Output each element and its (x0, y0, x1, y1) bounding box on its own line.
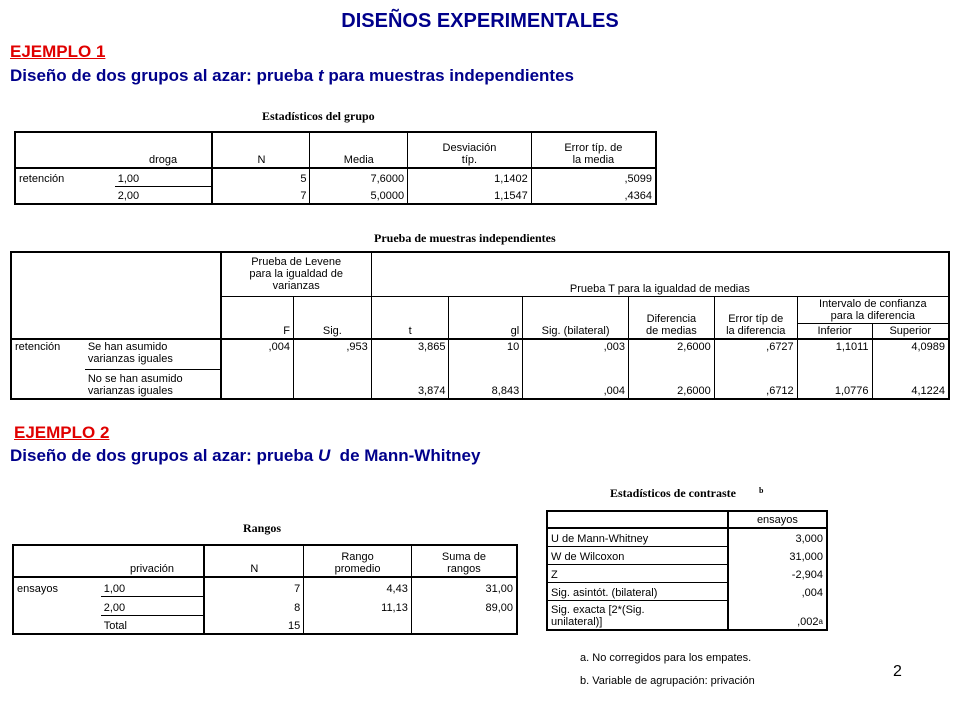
row-rp: 11,13 (304, 596, 412, 615)
table-row (547, 528, 827, 546)
row-label: Z (547, 564, 728, 582)
row-sig: ,953 (293, 339, 371, 369)
contraste-title-sup: b (759, 486, 764, 495)
row-dif: 2,6000 (628, 339, 714, 369)
table-row (547, 564, 827, 582)
row-label: Sig. exacta [2*(Sig. unilateral)] (551, 604, 645, 628)
row-n: 15 (204, 615, 303, 634)
group-stats-table (14, 131, 657, 205)
indep-test-title: Prueba de muestras independientes (374, 231, 556, 245)
row-label: No se han asumido varianzas iguales (87, 373, 183, 397)
example1-description (10, 66, 574, 86)
row-sr: 89,00 (411, 596, 517, 615)
row-rp: 4,43 (304, 577, 412, 596)
example1-label: EJEMPLO 1 (10, 42, 106, 61)
example1-desc-post: para muestras independientes (323, 66, 574, 85)
row-value: ,002$^a$ (728, 600, 827, 630)
row-inf: 1,1011 (797, 339, 872, 369)
contraste-title: Estadísticos de contraste $^b$ (610, 486, 764, 500)
ttest-header: Prueba T para la igualdad de medias (371, 252, 949, 296)
example2-label: EJEMPLO 2 (14, 423, 110, 442)
header-t: t (371, 296, 449, 339)
row-desv: 1,1402 (408, 168, 532, 186)
header-n: N (204, 545, 303, 577)
table-row (11, 339, 949, 369)
table-row (547, 546, 827, 564)
row-media: 5,0000 (310, 186, 408, 204)
row-label: Sig. asintót. (bilateral) (547, 582, 728, 600)
table-row (13, 596, 517, 615)
row-label: Se han asumido varianzas iguales (85, 339, 221, 369)
row-n: 8 (204, 596, 303, 615)
row-group: 2,00 (117, 190, 140, 202)
row-gl: 8,843 (449, 369, 523, 399)
page-title: DISEÑOS EXPERIMENTALES (341, 10, 619, 32)
row-group: 1,00 (101, 577, 205, 596)
row-n: 7 (204, 577, 303, 596)
row-rp (304, 615, 412, 634)
header-droga: droga (115, 132, 213, 168)
row-n: 5 (212, 168, 310, 186)
levene-header: Prueba de Levene para la igualdad de varianzas (221, 252, 372, 296)
group-stats-header-row (15, 132, 656, 168)
row-value: 3,000 (728, 528, 827, 546)
row-media: 7,6000 (310, 168, 408, 186)
table-row (15, 168, 656, 186)
header-ensayos: ensayos (728, 511, 827, 528)
row-variable: ensayos (17, 583, 58, 595)
header-suma-rangos: Suma de rangos (411, 545, 517, 577)
row-sigb: ,004 (523, 369, 629, 399)
row-t: 3,874 (371, 369, 449, 399)
row-err: ,5099 (531, 168, 656, 186)
header-n: N (212, 132, 310, 168)
row-label: U de Mann-Whitney (547, 528, 728, 546)
header-diferencia: Diferencia de medias (628, 296, 714, 339)
row-n: 7 (212, 186, 310, 204)
table-row (13, 577, 517, 596)
contraste-table (546, 510, 828, 631)
row-group: 2,00 (101, 596, 205, 615)
table-row (547, 600, 827, 630)
header-inferior: Inferior (797, 323, 872, 339)
row-err: ,6712 (714, 369, 797, 399)
example2-desc-pre: Diseño de dos grupos al azar: prueba (10, 446, 318, 465)
table-row (11, 369, 949, 399)
row-dif: 2,6000 (628, 369, 714, 399)
row-desv: 1,1547 (408, 186, 532, 204)
row-sigb: ,003 (523, 339, 629, 369)
row-sup: 4,0989 (872, 339, 949, 369)
row-sup: 4,1224 (872, 369, 949, 399)
row-group: 1,00 (115, 168, 213, 186)
footnote-a: a. No corregidos para los empates. (580, 652, 752, 664)
row-variable: retención (15, 341, 61, 353)
row-f: ,004 (221, 339, 294, 369)
row-group: Total (103, 620, 127, 632)
row-sr: 31,00 (411, 577, 517, 596)
header-sig: Sig. (293, 296, 371, 339)
row-value: -2,904 (728, 564, 827, 582)
row-value: ,004 (728, 582, 827, 600)
row-label: W de Wilcoxon (547, 546, 728, 564)
row-inf: 1,0776 (797, 369, 872, 399)
header-privacion: privación (101, 545, 205, 577)
rangos-title: Rangos (243, 521, 282, 535)
row-t: 3,865 (371, 339, 449, 369)
header-superior: Superior (872, 323, 949, 339)
header-gl: gl (449, 296, 523, 339)
row-gl: 10 (449, 339, 523, 369)
rangos-table (12, 544, 518, 635)
example2-desc-post: de Mann-Whitney (330, 446, 481, 465)
footnote-b: b. Variable de agrupación: privación (580, 675, 755, 687)
example1-desc-var: t (317, 66, 324, 85)
header-error: Error típ de la diferencia (714, 296, 797, 339)
header-media: Media (310, 132, 408, 168)
header-desviacion: Desviación típ. (408, 132, 532, 168)
row-sr (411, 615, 517, 634)
table-row (13, 615, 517, 634)
header-error: Error típ. de la media (531, 132, 656, 168)
group-stats-title: Estadísticos del grupo (262, 109, 375, 123)
row-err: ,4364 (531, 186, 656, 204)
row-err: ,6727 (714, 339, 797, 369)
row-variable: retención (19, 173, 65, 185)
row-value: 31,000 (728, 546, 827, 564)
page-number: 2 (893, 663, 902, 680)
header-rango-promedio: Rango promedio (304, 545, 412, 577)
table-row (15, 186, 656, 204)
indep-test-table (10, 251, 950, 400)
header-sig-bilateral: Sig. (bilateral) (523, 296, 629, 339)
example2-description (10, 446, 480, 466)
ci-header: Intervalo de confianza para la diferencia (797, 296, 949, 323)
example1-desc-pre: Diseño de dos grupos al azar: prueba (10, 66, 318, 85)
header-f: F (221, 296, 294, 339)
table-row (547, 582, 827, 600)
example2-desc-var: U (317, 446, 331, 465)
